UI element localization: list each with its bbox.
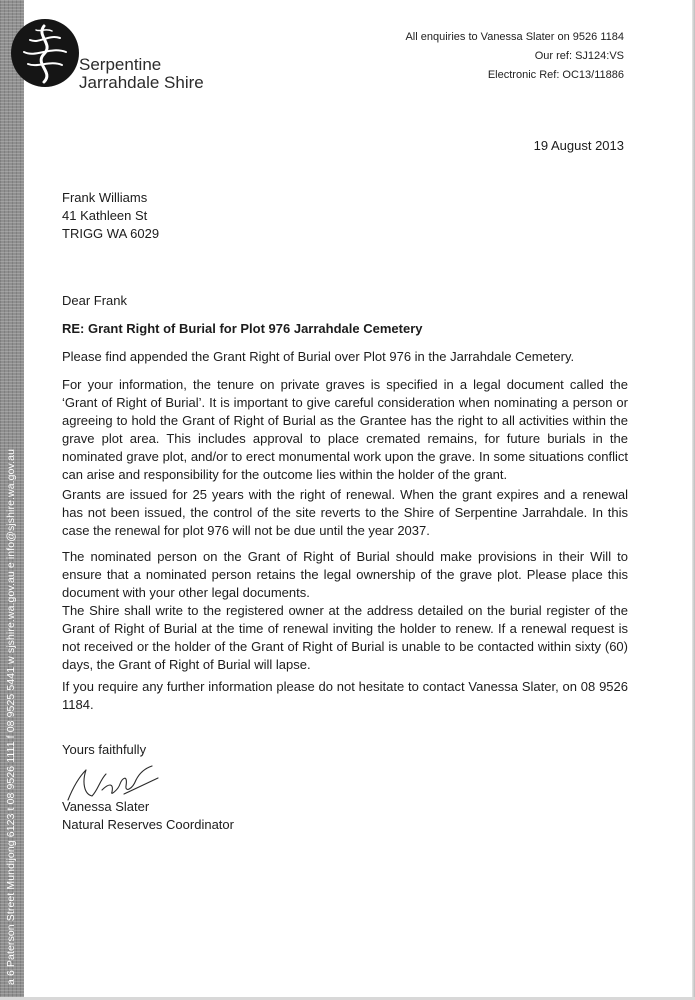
subject-line: RE: Grant Right of Burial for Plot 976 Jarrahdale Cemetery: [62, 321, 423, 336]
org-name-line1: Serpentine: [79, 55, 162, 74]
paragraph-1: Please find appended the Grant Right of Burial over Plot 976 in the Jarrahdale Cemetery.: [62, 349, 575, 364]
paragraph-4: The nominated person on the Grant of Right of Burial should make provisions in their Will to ensure that a nominated person retains the legal ownership of the grave plot. Please place this document with your other legal documents.: [62, 549, 628, 600]
enquiries-line: All enquiries to Vanessa Slater on 9526 1184: [405, 31, 624, 43]
recipient-name: Frank Williams: [62, 190, 148, 205]
closing: Yours faithfully: [62, 742, 147, 757]
paragraph-6: If you require any further information please do not hesitate to contact Vanessa Slater, on 08 9526 1184.: [62, 679, 628, 712]
letterhead-references: [405, 28, 624, 85]
signer-block: [62, 798, 628, 834]
paragraph-3: Grants are issued for 25 years with the right of renewal. When the grant expires and a renewal has not been issued, the control of the site reverts to the Shire of Serpentine Jarrahdale. In this case the renewal for plot 976 will not be due until the year 2037.: [62, 487, 628, 538]
our-reference: Our ref: SJ124:VS: [534, 50, 624, 62]
recipient-city: TRIGG WA 6029: [62, 226, 160, 241]
recipient-address: [62, 189, 628, 243]
contact-sidebar: [0, 0, 24, 1000]
org-name-line2: Jarrahdale Shire: [79, 73, 204, 92]
sidebar-contact-text: a 6 Paterson Street Mundijong 6123 t 08 9526 1111 f 08 9525 5441 w sjshire.wa.gov.au e info@sjshire.wa.gov.au: [5, 448, 17, 985]
signer-title: Natural Reserves Coordinator: [62, 817, 234, 832]
salutation: Dear Frank: [62, 293, 128, 308]
org-name: [79, 56, 204, 92]
recipient-street: 41 Kathleen St: [62, 208, 148, 223]
letter-date: 19 August 2013: [533, 138, 624, 153]
paragraph-5: The Shire shall write to the registered owner at the address detailed on the burial register of the Grant of Right of Burial at the time of renewal inviting the holder to renew. If a renewal request is not received or the holder of the Grant of Right of Burial is unable to be contacted within sixty (60) days, the Grant of Right of Burial will lapse.: [62, 603, 628, 672]
paragraph-2: For your information, the tenure on private graves is specified in a legal document called the ‘Grant of Right of Burial’. It is important to give careful consideration when nominating a person or agreeing to hold the Grant of Right of Burial as the Grantee has the right to all activities within the grave plot area. This includes approval to place cremated remains, for future burials in the nominated grave plot, and/or to erect monumental work upon the grave. In some situations conflict can arise and responsibility for the outcome lies within the holder of the grant.: [62, 377, 628, 482]
electronic-reference: Electronic Ref: OC13/11886: [487, 69, 624, 81]
signer-name: Vanessa Slater: [62, 799, 150, 814]
serpentine-waves-icon: [10, 18, 80, 88]
